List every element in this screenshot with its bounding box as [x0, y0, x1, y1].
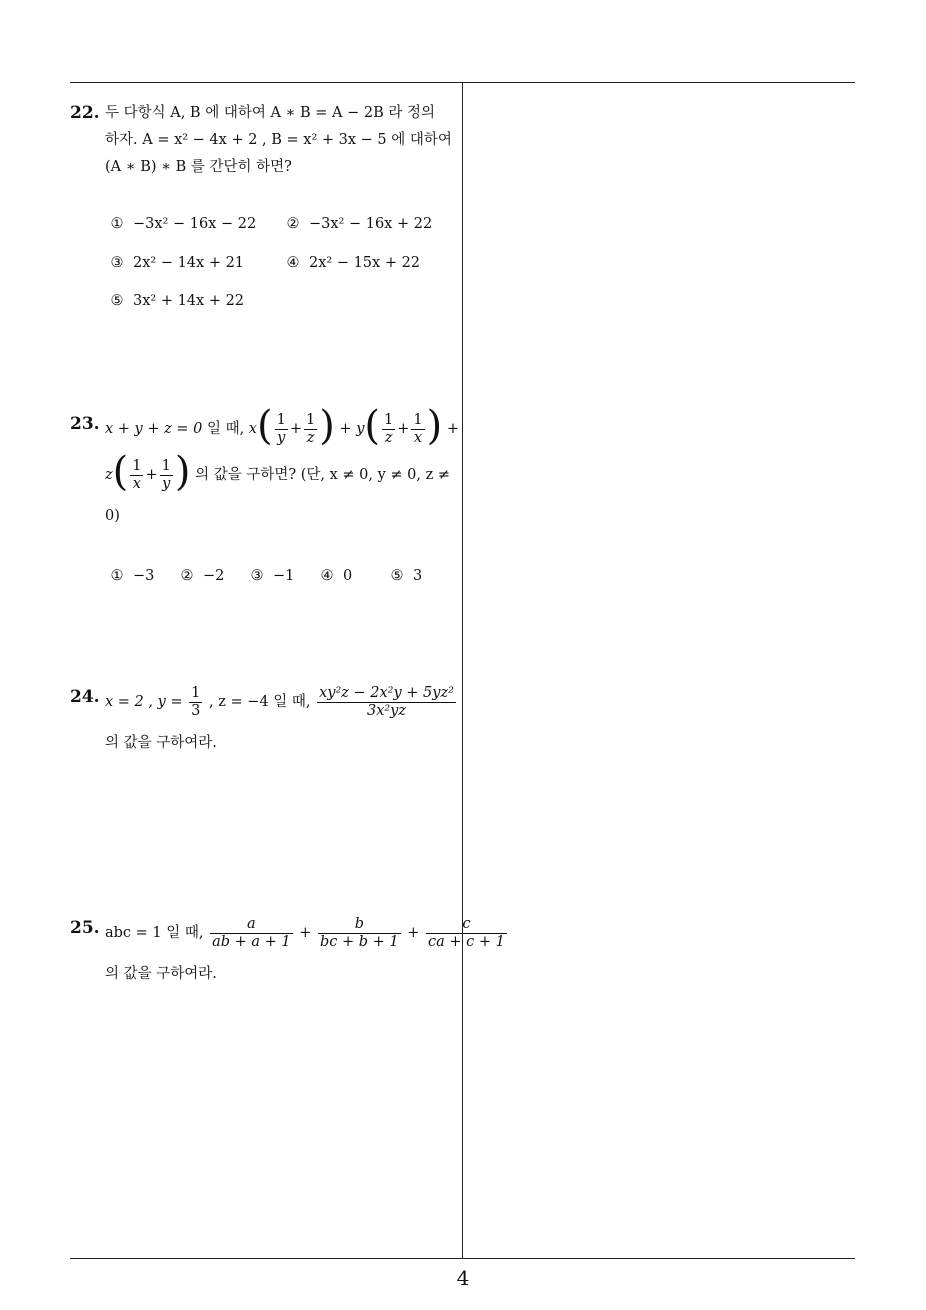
problem-23 [70, 403, 460, 594]
problem-line: abc = 1 일 때, $\frac{a}{ab + a + 1}$ + $\frac{b}{bc + b + 1}$ + $\frac{c}{ca + c + 1}$ [105, 916, 505, 950]
problem-line: 0) [105, 508, 120, 524]
choice-5[interactable]: ⑤ 3 [390, 568, 423, 584]
problem-line: z( $\frac{1}{x}$ + $\frac{1}{y}$ ) 의 값을 구하면? (단, x ≠ 0, y ≠ 0, z ≠ [105, 449, 451, 496]
fraction: $\frac{1}{3}$ [191, 685, 201, 719]
problem-line: (A ∗ B) ∗ B 를 간단히 하면? [105, 159, 292, 175]
choice-4[interactable]: ④ 2x² − 15x + 22 [286, 255, 421, 271]
choice-3[interactable]: ③ −1 [250, 568, 295, 584]
choice-2[interactable]: ② −2 [180, 568, 225, 584]
footer-rule [70, 1258, 855, 1259]
problem-number: 22. [70, 103, 100, 123]
problem-24 [70, 685, 455, 755]
fraction-c: $\frac{c}{ca + c + 1}$ [428, 916, 505, 950]
choice-3[interactable]: ③ 2x² − 14x + 21 [110, 255, 245, 271]
answer-choices [105, 564, 455, 594]
problem-line: x = 2 , y = $\frac{1}{3}$ , z = −4 일 때, $\frac{\text{xy²z − 2x²y + 5yz²}}{\text{3x²yz}}$ [105, 685, 454, 719]
problem-line: 의 값을 구하여라. [105, 735, 217, 751]
problem-text [105, 685, 455, 755]
problem-text [105, 403, 460, 528]
problem-line: 하자. A = x² − 4x + 2 , B = x² + 3x − 5 에 대하여 [105, 132, 452, 148]
choice-1[interactable]: ① −3 [110, 568, 155, 584]
problem-line: x + y + z = 0 일 때, x( $\frac{1}{y}$ + $\frac{1}{z}$ ) + y( $\frac{1}{z}$ + $\frac{1}{x}$ ) + [105, 403, 460, 450]
page-number: 4 [456, 1266, 470, 1290]
problem-line: 의 값을 구하여라. [105, 966, 217, 982]
problem-22 [70, 100, 455, 321]
choice-4[interactable]: ④ 0 [320, 568, 353, 584]
problem-number: 24. [70, 687, 100, 707]
problem-text [105, 916, 505, 986]
problem-number: 25. [70, 918, 100, 938]
expression-fraction: $\frac{\text{xy²z − 2x²y + 5yz²}}{\text{3x²yz}}$ [319, 685, 454, 719]
problem-25 [70, 916, 505, 986]
problem-text [105, 100, 455, 181]
choice-1[interactable]: ① −3x² − 16x − 22 [110, 216, 257, 232]
fraction-b: $\frac{b}{bc + b + 1}$ [320, 916, 399, 950]
choice-5[interactable]: ⑤ 3x² + 14x + 22 [110, 293, 245, 309]
column-divider [462, 82, 463, 1258]
problem-line: 두 다항식 A, B 에 대하여 A ∗ B = A − 2B 라 정의 [105, 105, 435, 121]
fraction-a: $\frac{a}{ab + a + 1}$ [212, 916, 291, 950]
choice-2[interactable]: ② −3x² − 16x + 22 [286, 216, 433, 232]
answer-choices [105, 211, 455, 321]
problem-number: 23. [70, 414, 100, 434]
